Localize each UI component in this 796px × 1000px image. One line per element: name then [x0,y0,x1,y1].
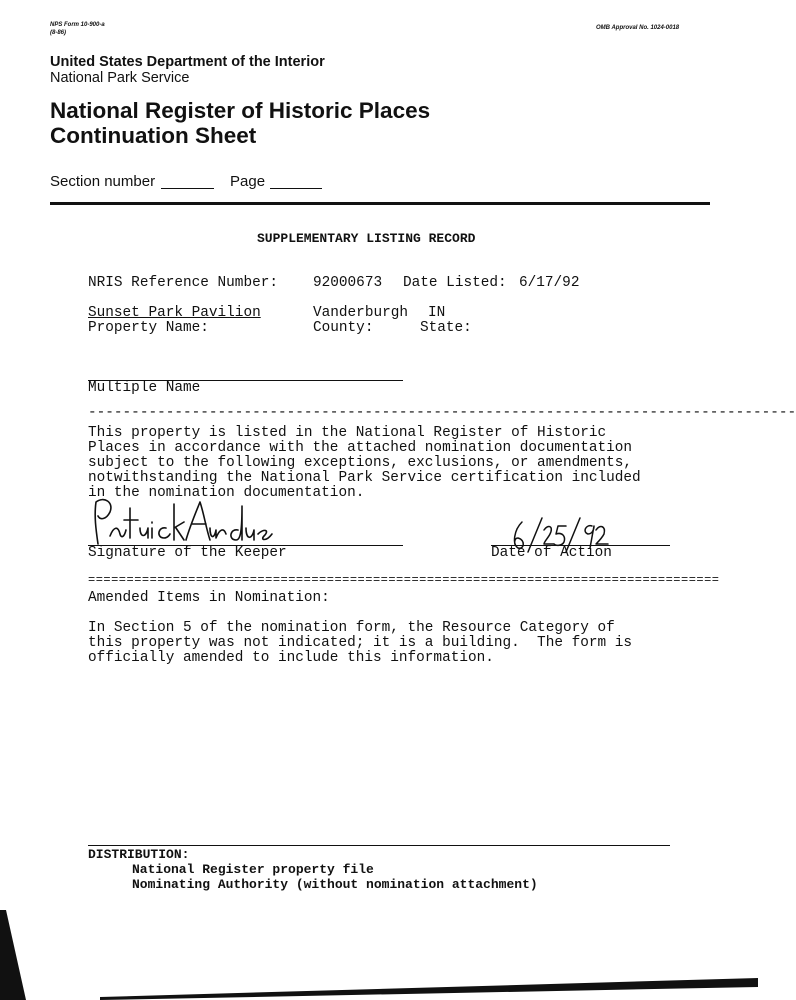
form-number: NPS Form 10-900-a [50,22,105,28]
county-label: County: [313,320,374,336]
scan-edge-artifact [0,910,30,1000]
statement-line: This property is listed in the National Register of Historic [88,425,607,441]
signature-label: Signature of the Keeper [88,545,287,561]
property-name-label: Property Name: [88,320,209,336]
page-title-line1: National Register of Historic Places [50,98,431,123]
statement-line: in the nomination documentation. [88,485,365,501]
header-rule [50,202,710,205]
date-listed-value: 6/17/92 [519,275,580,291]
record-heading: SUPPLEMENTARY LISTING RECORD [257,231,476,246]
page-label: Page [230,173,266,190]
department-name: United States Department of the Interior [50,54,325,70]
form-date: (8-86) [50,30,67,36]
agency-name: National Park Service [50,70,190,86]
omb-approval: OMB Approval No. 1024-0018 [596,25,680,31]
distribution-heading: DISTRIBUTION: [88,847,190,862]
county-value: Vanderburgh [313,305,408,321]
distribution-rule [88,845,670,846]
property-name-value: Sunset Park Pavilion [88,305,261,321]
state-label: State: [420,320,472,336]
distribution-item: National Register property file [132,862,374,877]
nris-value: 92000673 [313,275,383,291]
amendment-line: this property was not indicated; it is a building. The form is [88,635,633,651]
statement-line: Places in accordance with the attached nomination documentation [88,440,633,456]
distribution-item: Nominating Authority (without nomination attachment) [132,877,538,892]
section-number-blank [161,188,214,189]
state-value: IN [428,305,446,321]
dash-separator: ---------------------------------------------------------------------------------- [88,405,796,421]
statement-line: subject to the following exceptions, exclusions, or amendments, [88,455,633,471]
keeper-signature [86,494,276,550]
amended-heading: Amended Items in Nomination: [88,590,330,606]
multiple-name-label: Multiple Name [88,380,201,396]
page-title-line2: Continuation Sheet [50,123,257,148]
date-of-action-label: Date of Action [491,545,612,561]
amendment-line: In Section 5 of the nomination form, the Resource Category of [88,620,615,636]
scan-bottom-artifact [100,975,758,1000]
statement-line: notwithstanding the National Park Service certification included [88,470,641,486]
equals-separator: ================================================================================== [88,573,720,587]
section-number-label: Section number [50,173,156,190]
date-listed-label: Date Listed: [403,275,507,291]
page-blank [270,188,322,189]
nris-label: NRIS Reference Number: [88,275,278,291]
amendment-line: officially amended to include this information. [88,650,494,666]
